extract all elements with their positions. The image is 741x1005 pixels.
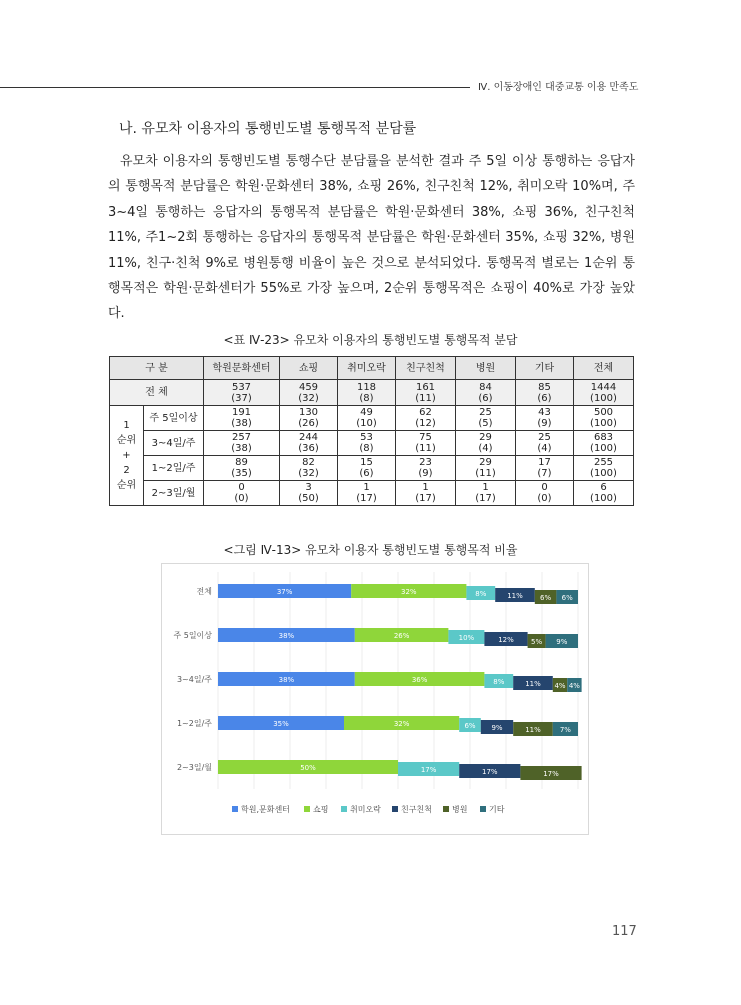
data-label: 26% (393, 632, 410, 640)
header-cell: 병원 (456, 357, 516, 380)
category-label: 주 5일이상 (173, 631, 212, 640)
table-cell: 1 (17) (456, 481, 516, 506)
table-cell: 244 (36) (280, 431, 338, 456)
table-cell: 459 (32) (280, 380, 338, 406)
data-label: 9% (556, 638, 568, 646)
header-cell: 취미오락 (338, 357, 396, 380)
legend-label: 학원,문화센터 (241, 805, 290, 814)
data-label: 6% (540, 594, 552, 602)
legend-swatch (480, 806, 486, 812)
legend-label: 병원 (452, 805, 468, 814)
table-cell: 17 (7) (516, 456, 574, 481)
data-label: 5% (531, 638, 543, 646)
legend-label: 취미오락 (350, 805, 381, 814)
header-cell: 학원문화센터 (204, 357, 280, 380)
data-label: 11% (525, 680, 541, 688)
data-label: 4% (554, 682, 566, 690)
table-cell: 89 (35) (204, 456, 280, 481)
table-cell: 15 (6) (338, 456, 396, 481)
data-label: 9% (491, 724, 503, 732)
legend-swatch (443, 806, 449, 812)
data-label: 12% (498, 636, 514, 644)
table-cell: 3 (50) (280, 481, 338, 506)
page-number: 117 (612, 924, 637, 939)
data-label: 17% (420, 766, 437, 774)
data-label: 32% (393, 720, 410, 728)
data-label: 6% (561, 594, 573, 602)
row-label: 주 5일이상 (144, 406, 204, 431)
table-cell: 118 (8) (338, 380, 396, 406)
legend-label: 기타 (489, 805, 505, 814)
table-cell: 84 (6) (456, 380, 516, 406)
table-cell: 29 (4) (456, 431, 516, 456)
data-label: 37% (276, 588, 293, 596)
data-label: 38% (278, 632, 295, 640)
group-label: 1 순위 + 2 순위 (110, 406, 144, 506)
header-cell: 기타 (516, 357, 574, 380)
data-table (109, 356, 634, 506)
data-label: 35% (273, 720, 289, 728)
table-row (110, 481, 634, 506)
table-cell: 25 (5) (456, 406, 516, 431)
data-label: 17% (482, 768, 498, 776)
data-label: 6% (464, 722, 476, 730)
header-cell: 쇼핑 (280, 357, 338, 380)
category-label: 전체 (196, 587, 212, 596)
table-header-row (110, 357, 634, 380)
row-label: 1~2일/주 (144, 456, 204, 481)
data-label: 11% (525, 726, 541, 734)
legend-label: 쇼핑 (313, 805, 329, 814)
table-cell: 130 (26) (280, 406, 338, 431)
table-cell: 161 (11) (396, 380, 456, 406)
data-label: 11% (507, 592, 523, 600)
legend-swatch (304, 806, 310, 812)
stacked-bar-chart (161, 563, 589, 835)
table-row (110, 456, 634, 481)
data-label: 8% (493, 678, 505, 686)
table-cell: 29 (11) (456, 456, 516, 481)
figure-caption: <그림 Ⅳ-13> 유모차 이용자 통행빈도별 통행목적 비율 (223, 543, 518, 557)
section-title: 나. 유모차 이용자의 통행빈도별 통행목적 분담률 (119, 121, 417, 137)
paragraph-text: 유모차 이용자의 통행빈도별 통행수단 분담률을 분석한 결과 주 5일 이상 통행하는 응답자의 통행목적 분담률은 학원·문화센터 38%, 쇼핑 26%, 친구친척 12%, 취미오락 10%며, 주 3~4일 통행하는 응답자의 통행목적 분담률은 학원·문화센터 38%, 쇼핑 36%, 친구친척 11%, 주1~2회 통행하는 응답자의 통행목적 분담률은 학원·문화센터 35%, 쇼핑 32%, 병원 11%, 친구·친척 9%로 병원통행 비율이 높은 것으로 분석되었다. 통행목적 별로는 1순위 통행목적은 학원·문화센터가 55%로 가장 높으며, 2순위 통행목적은 쇼핑이 40%로 가장 높았다. (108, 154, 635, 322)
data-label: 7% (559, 726, 571, 734)
header-cell: 친구친척 (396, 357, 456, 380)
data-label: 17% (543, 770, 559, 778)
data-label: 32% (401, 588, 417, 596)
legend-swatch (392, 806, 398, 812)
category-label: 2~3일/월 (176, 763, 212, 772)
table-cell: 53 (8) (338, 431, 396, 456)
header-rule (0, 87, 470, 88)
legend-swatch (232, 806, 238, 812)
table-row (110, 406, 634, 431)
data-label: 36% (411, 676, 428, 684)
table-caption: <표 Ⅳ-23> 유모차 이용자의 통행빈도별 통행목적 분담 (223, 333, 518, 347)
table-cell: 0 (0) (204, 481, 280, 506)
data-label: 4% (568, 682, 580, 690)
table-cell: 23 (9) (396, 456, 456, 481)
data-label: 38% (278, 676, 295, 684)
legend-label: 친구친척 (401, 805, 432, 814)
table-cell: 1 (17) (396, 481, 456, 506)
table-cell: 683 (100) (574, 431, 634, 456)
row-label: 2~3일/월 (144, 481, 204, 506)
table-cell: 25 (4) (516, 431, 574, 456)
category-label: 3~4일/주 (176, 675, 212, 684)
data-label: 8% (475, 590, 487, 598)
data-label: 50% (300, 764, 316, 772)
table-cell: 43 (9) (516, 406, 574, 431)
table-cell: 85 (6) (516, 380, 574, 406)
table-cell: 62 (12) (396, 406, 456, 431)
table-cell: 82 (32) (280, 456, 338, 481)
table-cell: 75 (11) (396, 431, 456, 456)
row-label: 전 체 (110, 380, 204, 406)
body-paragraph (108, 149, 635, 327)
row-label: 3~4일/주 (144, 431, 204, 456)
header-cell: 전체 (574, 357, 634, 380)
legend-swatch (341, 806, 347, 812)
category-label: 1~2일/주 (176, 719, 212, 728)
table-total-row (110, 380, 634, 406)
table-cell: 0 (0) (516, 481, 574, 506)
table-cell: 6 (100) (574, 481, 634, 506)
table-row (110, 431, 634, 456)
table-cell: 255 (100) (574, 456, 634, 481)
running-header: Ⅳ. 이동장애인 대중교통 이용 만족도 (478, 82, 639, 93)
table-cell: 1 (17) (338, 481, 396, 506)
table-cell: 500 (100) (574, 406, 634, 431)
table-cell: 1444 (100) (574, 380, 634, 406)
table-cell: 257 (38) (204, 431, 280, 456)
header-cell: 구 분 (110, 357, 204, 380)
chart-canvas (162, 564, 588, 834)
table-cell: 537 (37) (204, 380, 280, 406)
table-cell: 49 (10) (338, 406, 396, 431)
table-cell: 191 (38) (204, 406, 280, 431)
data-label: 10% (458, 634, 475, 642)
